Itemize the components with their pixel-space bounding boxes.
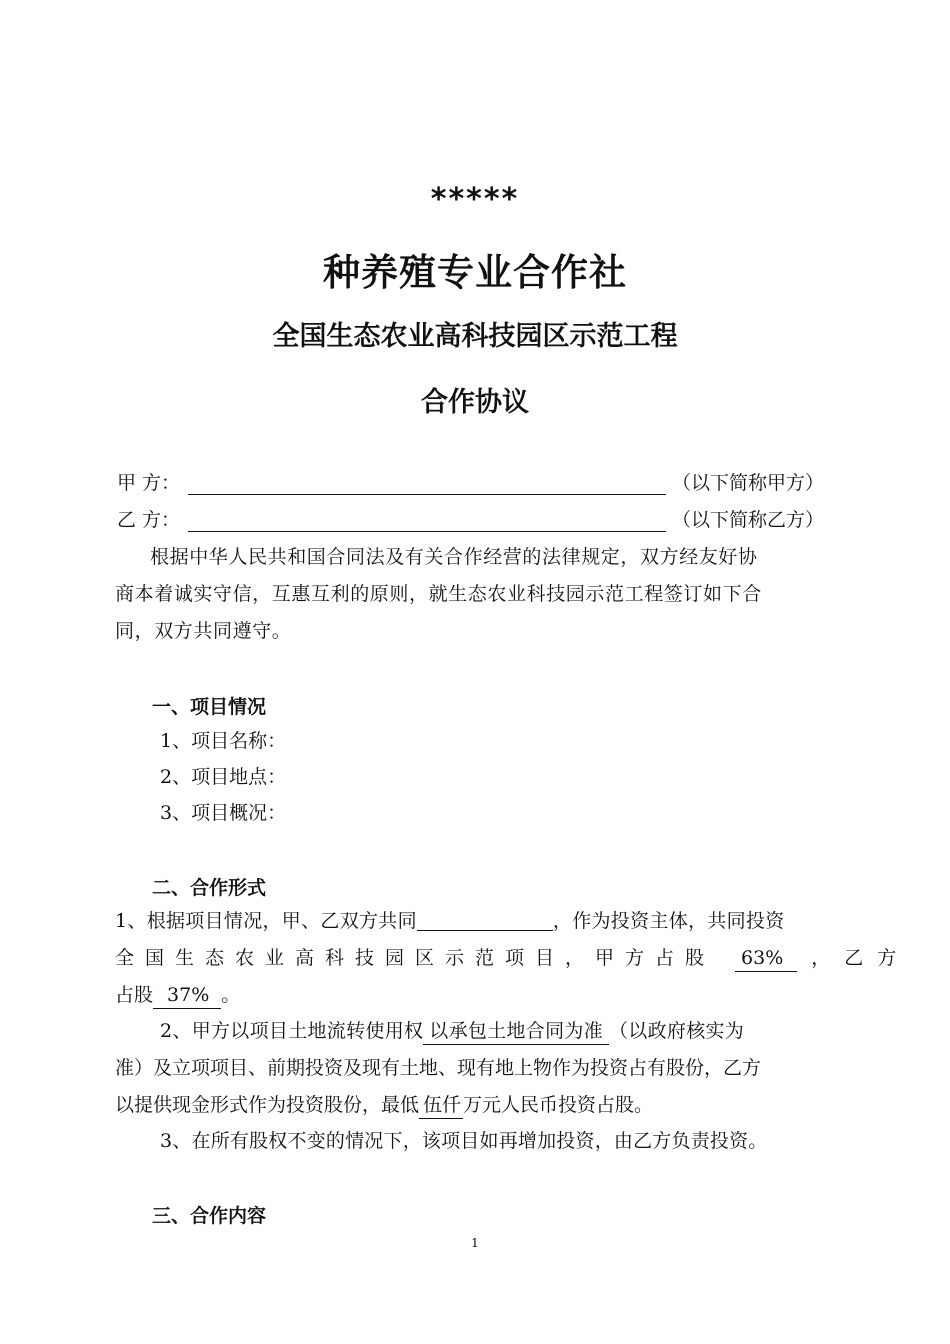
party-a-share: 63% [735, 945, 797, 972]
party-b-label: 乙 方： [117, 509, 181, 531]
paragraph-2-text-b: （以政府核实为 [609, 1020, 745, 1042]
section-2-paragraph-1-line-3 [115, 982, 240, 1009]
section-1-item-3: 3、项目概况： [160, 802, 287, 824]
intro-line-3: 同，双方共同遵守。 [115, 620, 292, 642]
joint-entity-blank [417, 910, 553, 931]
cooperative-title: 种养殖专业合作社 [323, 251, 627, 294]
party-b-share: 37% [153, 982, 221, 1009]
document-title: 合作协议 [421, 387, 529, 418]
section-3-heading: 三、合作内容 [152, 1205, 267, 1227]
paragraph-2-line-3-text-a: 以提供现金形式作为投资股份，最低 [115, 1094, 420, 1116]
header-stars: ***** [430, 182, 520, 217]
intro-line-1: 根据中华人民共和国合同法及有关合作经营的法律规定，双方经友好协 [150, 546, 758, 568]
paragraph-1-text-a: 1、根据项目情况，甲、乙双方共同 [115, 910, 417, 932]
section-2-paragraph-2-line-3 [115, 1092, 653, 1119]
paragraph-1-line-3-text: 占股 [115, 984, 154, 1006]
section-2-heading: 二、合作形式 [152, 877, 267, 899]
section-2-paragraph-1-line-1 [115, 908, 785, 934]
project-subtitle: 全国生态农业高科技园区示范工程 [272, 321, 678, 352]
paragraph-1-line-3-end: 。 [221, 984, 241, 1006]
minimum-investment: 伍仟 [419, 1092, 463, 1119]
intro-line-2: 商本着诚实守信，互惠互利的原则，就生态农业科技园示范工程签订如下合 [115, 583, 762, 605]
paragraph-1-text-b: ，作为投资主体，共同投资 [552, 910, 785, 932]
section-2-paragraph-2-line-2: 准）及立项项目、前期投资及现有土地、现有地上物作为投资占有股份，乙方 [115, 1057, 762, 1079]
paragraph-1-line-2-text: 全国生态农业高科技园区示范项目，甲方占股 [115, 947, 716, 969]
paragraph-1-line-2-text-b: ，乙方 [811, 947, 911, 969]
party-a-label: 甲 方： [117, 472, 181, 494]
land-contract-basis: 以承包土地合同为准 [423, 1018, 609, 1045]
paragraph-2-line-3-text-b: 万元人民币投资占股。 [463, 1094, 654, 1116]
party-a-suffix: （以下简称甲方） [672, 472, 825, 494]
section-1-item-2: 2、项目地点： [160, 766, 287, 788]
section-1-heading: 一、项目情况 [152, 696, 267, 718]
party-a-blank [188, 474, 666, 495]
section-2-paragraph-2-line-1 [160, 1018, 744, 1045]
party-b-blank [188, 511, 666, 532]
party-b-suffix: （以下简称乙方） [672, 509, 825, 531]
section-1-item-1: 1、项目名称： [160, 730, 287, 752]
paragraph-2-text-a: 2、甲方以项目土地流转使用权 [160, 1020, 424, 1042]
page-number: 1 [471, 1236, 479, 1250]
section-2-paragraph-1-line-2 [115, 945, 910, 972]
section-2-paragraph-3: 3、在所有股权不变的情况下，该项目如再增加投资，由乙方负责投资。 [160, 1130, 768, 1152]
